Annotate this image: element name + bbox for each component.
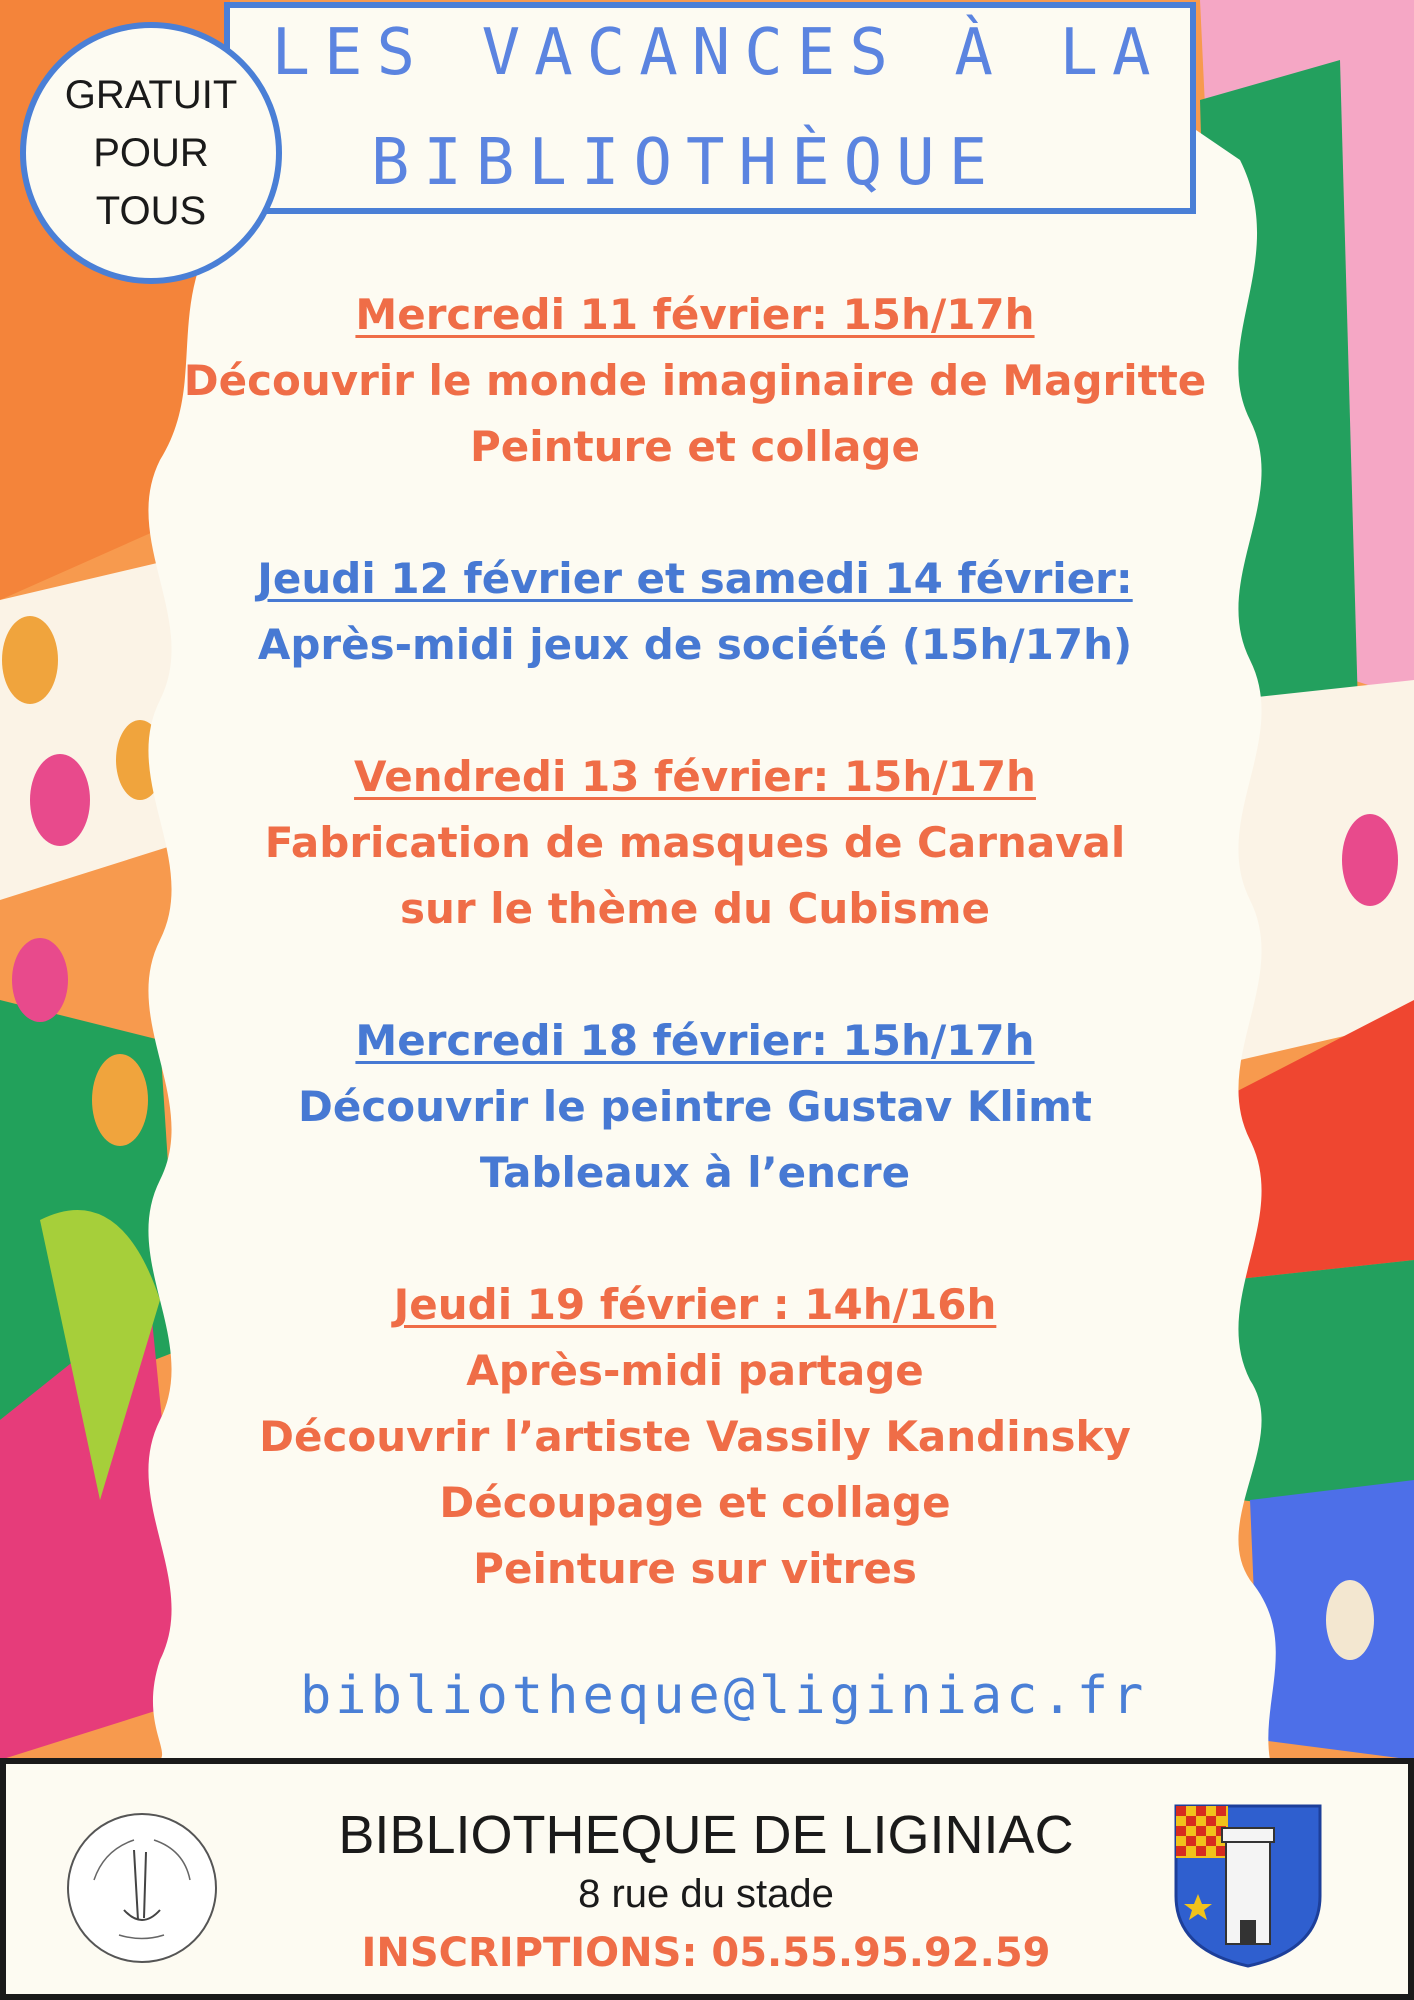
event-description: Découvrir l’artiste Vassily Kandinsky: [259, 1412, 1131, 1461]
inscriptions-phone: INSCRIPTIONS: 05.55.95.92.59: [361, 1930, 1051, 1976]
event-description: Peinture sur vitres: [473, 1544, 917, 1593]
event-date: Mercredi 11 février: 15h/17h: [355, 290, 1035, 339]
events-list: [150, 282, 1240, 1668]
event-description: Après-midi partage: [466, 1346, 924, 1395]
event-date: Mercredi 18 février: 15h/17h: [355, 1016, 1035, 1065]
event-description: Découvrir le peintre Gustav Klimt: [297, 1082, 1093, 1131]
coat-of-arms-icon: [1170, 1800, 1326, 1970]
badge-line: GRATUIT: [64, 73, 238, 117]
event-description: Après-midi jeux de société (15h/17h): [257, 620, 1133, 669]
badge-line: TOUS: [95, 189, 207, 233]
event-magritte: [150, 282, 1240, 480]
event-date: Vendredi 13 février: 15h/17h: [354, 752, 1036, 801]
event-description: Peinture et collage: [470, 422, 920, 471]
event-klimt: [150, 1008, 1240, 1206]
event-description: Découvrir le monde imaginaire de Magritte: [183, 356, 1207, 405]
free-badge: [20, 22, 282, 284]
page-title-line-1: LES VACANCES À LA: [271, 16, 1165, 90]
event-date: Jeudi 19 février : 14h/16h: [393, 1280, 997, 1329]
library-logo: [64, 1810, 220, 1966]
page-title-line-2: BIBLIOTHÈQUE: [370, 126, 1002, 200]
event-description: Tableaux à l’encre: [479, 1148, 911, 1197]
event-description: Découpage et collage: [439, 1478, 951, 1527]
title-box: [224, 2, 1196, 214]
event-description: sur le thème du Cubisme: [399, 884, 991, 933]
library-address: 8 rue du stade: [578, 1872, 834, 1916]
footer: [0, 1758, 1414, 2000]
event-carnaval: [150, 744, 1240, 942]
email-link[interactable]: bibliotheque@liginiac.fr: [300, 1666, 1148, 1726]
event-jeux: [150, 546, 1240, 678]
event-kandinsky: [150, 1272, 1240, 1602]
badge-line: POUR: [93, 131, 209, 175]
library-name: BIBLIOTHEQUE DE LIGINIAC: [338, 1805, 1074, 1865]
event-description: Fabrication de masques de Carnaval: [264, 818, 1126, 867]
event-date: Jeudi 12 février et samedi 14 février:: [257, 554, 1133, 603]
